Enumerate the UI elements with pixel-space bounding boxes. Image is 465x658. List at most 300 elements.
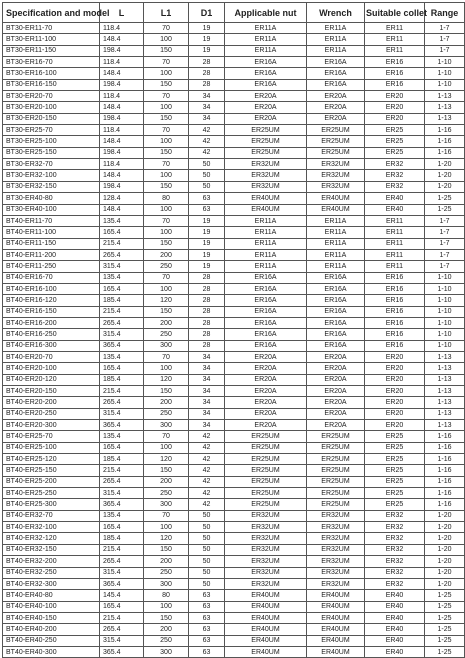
table-row <box>3 476 465 487</box>
cell-collet: ER11 <box>365 215 425 226</box>
cell-l1: 250 <box>144 329 189 340</box>
cell-nut: ER20A <box>225 374 307 385</box>
cell-l: 135.4 <box>100 431 144 442</box>
cell-collet: ER20 <box>365 113 425 124</box>
cell-collet: ER25 <box>365 488 425 499</box>
cell-l: 215.4 <box>100 386 144 397</box>
cell-l: 365.4 <box>100 646 144 657</box>
cell-collet: ER16 <box>365 68 425 79</box>
cell-spec: BT40-ER16-100 <box>3 283 100 294</box>
cell-collet: ER32 <box>365 556 425 567</box>
cell-wrench: ER25UM <box>307 147 365 158</box>
header-applicable-nut: Applicable nut <box>225 3 307 23</box>
cell-nut: ER32UM <box>225 567 307 578</box>
table-row <box>3 261 465 272</box>
cell-d1: 34 <box>189 351 225 362</box>
cell-wrench: ER32UM <box>307 567 365 578</box>
cell-l1: 100 <box>144 136 189 147</box>
cell-nut: ER40UM <box>225 646 307 657</box>
cell-wrench: ER16A <box>307 306 365 317</box>
cell-l: 165.4 <box>100 227 144 238</box>
cell-wrench: ER16A <box>307 272 365 283</box>
cell-wrench: ER32UM <box>307 170 365 181</box>
cell-collet: ER32 <box>365 567 425 578</box>
cell-collet: ER16 <box>365 317 425 328</box>
cell-spec: BT30-ER32-100 <box>3 170 100 181</box>
table-row <box>3 215 465 226</box>
cell-collet: ER25 <box>365 476 425 487</box>
cell-nut: ER16A <box>225 283 307 294</box>
header-range: Range <box>425 3 465 23</box>
cell-l1: 150 <box>144 306 189 317</box>
cell-wrench: ER16A <box>307 79 365 90</box>
cell-nut: ER25UM <box>225 431 307 442</box>
cell-spec: BT40-ER32-150 <box>3 544 100 555</box>
cell-wrench: ER11A <box>307 261 365 272</box>
cell-d1: 50 <box>189 181 225 192</box>
cell-spec: BT40-ER25-200 <box>3 476 100 487</box>
cell-l: 135.4 <box>100 215 144 226</box>
cell-d1: 34 <box>189 102 225 113</box>
table-row <box>3 113 465 124</box>
cell-nut: ER11A <box>225 45 307 56</box>
cell-l1: 100 <box>144 522 189 533</box>
cell-wrench: ER32UM <box>307 522 365 533</box>
cell-spec: BT30-ER25-150 <box>3 147 100 158</box>
cell-l: 315.4 <box>100 408 144 419</box>
cell-nut: ER25UM <box>225 442 307 453</box>
cell-l: 148.4 <box>100 170 144 181</box>
cell-d1: 28 <box>189 317 225 328</box>
cell-d1: 63 <box>189 635 225 646</box>
cell-range: 1-16 <box>425 454 465 465</box>
table-row <box>3 295 465 306</box>
cell-wrench: ER20A <box>307 113 365 124</box>
cell-range: 1-25 <box>425 590 465 601</box>
cell-l1: 80 <box>144 590 189 601</box>
cell-collet: ER32 <box>365 181 425 192</box>
cell-collet: ER20 <box>365 374 425 385</box>
table-row <box>3 249 465 260</box>
cell-l: 215.4 <box>100 612 144 623</box>
cell-l: 365.4 <box>100 340 144 351</box>
cell-l: 215.4 <box>100 306 144 317</box>
table-row <box>3 556 465 567</box>
cell-l: 215.4 <box>100 238 144 249</box>
cell-l: 265.4 <box>100 476 144 487</box>
cell-l: 185.4 <box>100 374 144 385</box>
cell-l: 365.4 <box>100 499 144 510</box>
cell-wrench: ER25UM <box>307 136 365 147</box>
cell-l1: 200 <box>144 556 189 567</box>
cell-range: 1-7 <box>425 215 465 226</box>
cell-wrench: ER25UM <box>307 442 365 453</box>
table-row <box>3 578 465 589</box>
cell-d1: 63 <box>189 624 225 635</box>
table-row <box>3 68 465 79</box>
table-row <box>3 79 465 90</box>
cell-nut: ER32UM <box>225 544 307 555</box>
cell-d1: 50 <box>189 544 225 555</box>
cell-spec: BT40-ER40-80 <box>3 590 100 601</box>
cell-d1: 19 <box>189 227 225 238</box>
cell-d1: 50 <box>189 522 225 533</box>
cell-d1: 19 <box>189 23 225 34</box>
table-row <box>3 397 465 408</box>
table-row <box>3 193 465 204</box>
table-row <box>3 374 465 385</box>
cell-l: 148.4 <box>100 68 144 79</box>
cell-wrench: ER25UM <box>307 431 365 442</box>
cell-wrench: ER20A <box>307 420 365 431</box>
cell-wrench: ER40UM <box>307 601 365 612</box>
cell-l1: 70 <box>144 57 189 68</box>
table-row <box>3 624 465 635</box>
cell-l1: 300 <box>144 499 189 510</box>
cell-l1: 150 <box>144 544 189 555</box>
cell-collet: ER40 <box>365 590 425 601</box>
cell-d1: 63 <box>189 204 225 215</box>
cell-l: 135.4 <box>100 351 144 362</box>
cell-range: 1-10 <box>425 79 465 90</box>
cell-l1: 150 <box>144 79 189 90</box>
cell-l1: 150 <box>144 386 189 397</box>
cell-spec: BT40-ER11-200 <box>3 249 100 260</box>
cell-collet: ER11 <box>365 227 425 238</box>
cell-l1: 80 <box>144 193 189 204</box>
cell-l1: 100 <box>144 102 189 113</box>
cell-range: 1-13 <box>425 397 465 408</box>
table-row <box>3 363 465 374</box>
cell-wrench: ER25UM <box>307 499 365 510</box>
cell-l1: 100 <box>144 68 189 79</box>
cell-l: 198.4 <box>100 181 144 192</box>
cell-collet: ER25 <box>365 499 425 510</box>
cell-wrench: ER25UM <box>307 465 365 476</box>
cell-d1: 34 <box>189 420 225 431</box>
table-row <box>3 442 465 453</box>
cell-range: 1-16 <box>425 476 465 487</box>
cell-range: 1-7 <box>425 34 465 45</box>
table-row <box>3 544 465 555</box>
cell-spec: BT40-ER16-200 <box>3 317 100 328</box>
cell-spec: BT30-ER32-150 <box>3 181 100 192</box>
cell-range: 1-10 <box>425 306 465 317</box>
cell-d1: 42 <box>189 136 225 147</box>
cell-l: 198.4 <box>100 147 144 158</box>
cell-nut: ER40UM <box>225 193 307 204</box>
cell-range: 1-7 <box>425 249 465 260</box>
cell-range: 1-20 <box>425 556 465 567</box>
cell-l: 165.4 <box>100 522 144 533</box>
cell-range: 1-7 <box>425 261 465 272</box>
cell-range: 1-13 <box>425 408 465 419</box>
cell-spec: BT30-ER11-150 <box>3 45 100 56</box>
cell-wrench: ER16A <box>307 57 365 68</box>
spec-sheet <box>2 2 459 656</box>
cell-range: 1-10 <box>425 295 465 306</box>
cell-l: 265.4 <box>100 317 144 328</box>
cell-l1: 150 <box>144 147 189 158</box>
cell-l: 315.4 <box>100 329 144 340</box>
cell-range: 1-16 <box>425 125 465 136</box>
cell-l: 118.4 <box>100 125 144 136</box>
table-row <box>3 635 465 646</box>
cell-collet: ER16 <box>365 306 425 317</box>
cell-range: 1-20 <box>425 181 465 192</box>
cell-d1: 34 <box>189 386 225 397</box>
cell-spec: BT40-ER40-300 <box>3 646 100 657</box>
cell-l1: 120 <box>144 533 189 544</box>
table-row <box>3 499 465 510</box>
cell-wrench: ER11A <box>307 23 365 34</box>
cell-l: 118.4 <box>100 23 144 34</box>
cell-collet: ER32 <box>365 533 425 544</box>
cell-nut: ER40UM <box>225 590 307 601</box>
cell-range: 1-25 <box>425 624 465 635</box>
cell-d1: 63 <box>189 646 225 657</box>
cell-l: 118.4 <box>100 91 144 102</box>
table-row <box>3 488 465 499</box>
cell-range: 1-20 <box>425 567 465 578</box>
cell-l1: 70 <box>144 351 189 362</box>
cell-d1: 42 <box>189 431 225 442</box>
table-row <box>3 272 465 283</box>
cell-range: 1-20 <box>425 578 465 589</box>
cell-l1: 70 <box>144 510 189 521</box>
cell-collet: ER20 <box>365 351 425 362</box>
cell-range: 1-20 <box>425 522 465 533</box>
cell-l1: 150 <box>144 113 189 124</box>
cell-range: 1-25 <box>425 612 465 623</box>
cell-l: 165.4 <box>100 363 144 374</box>
cell-l1: 70 <box>144 91 189 102</box>
cell-wrench: ER40UM <box>307 612 365 623</box>
table-row <box>3 408 465 419</box>
cell-collet: ER16 <box>365 57 425 68</box>
cell-spec: BT40-ER32-250 <box>3 567 100 578</box>
cell-range: 1-16 <box>425 431 465 442</box>
cell-wrench: ER20A <box>307 408 365 419</box>
cell-nut: ER32UM <box>225 578 307 589</box>
cell-d1: 42 <box>189 476 225 487</box>
cell-nut: ER20A <box>225 113 307 124</box>
cell-l1: 120 <box>144 454 189 465</box>
cell-collet: ER20 <box>365 91 425 102</box>
cell-spec: BT30-ER11-100 <box>3 34 100 45</box>
cell-l1: 150 <box>144 465 189 476</box>
cell-spec: BT30-ER25-100 <box>3 136 100 147</box>
table-row <box>3 227 465 238</box>
cell-d1: 63 <box>189 193 225 204</box>
cell-l: 145.4 <box>100 590 144 601</box>
cell-nut: ER16A <box>225 79 307 90</box>
cell-nut: ER32UM <box>225 522 307 533</box>
cell-l1: 100 <box>144 204 189 215</box>
cell-d1: 28 <box>189 272 225 283</box>
cell-d1: 28 <box>189 329 225 340</box>
cell-l: 128.4 <box>100 193 144 204</box>
cell-collet: ER32 <box>365 578 425 589</box>
cell-wrench: ER11A <box>307 215 365 226</box>
cell-d1: 63 <box>189 601 225 612</box>
table-row <box>3 454 465 465</box>
cell-spec: BT40-ER25-100 <box>3 442 100 453</box>
cell-l: 198.4 <box>100 113 144 124</box>
cell-l: 365.4 <box>100 578 144 589</box>
cell-wrench: ER16A <box>307 329 365 340</box>
header-l: L <box>100 3 144 23</box>
header-wrench: Wrench <box>307 3 365 23</box>
cell-spec: BT40-ER20-150 <box>3 386 100 397</box>
cell-collet: ER40 <box>365 646 425 657</box>
cell-d1: 50 <box>189 510 225 521</box>
cell-nut: ER40UM <box>225 204 307 215</box>
cell-l1: 70 <box>144 431 189 442</box>
cell-range: 1-16 <box>425 488 465 499</box>
cell-nut: ER20A <box>225 91 307 102</box>
table-row <box>3 125 465 136</box>
cell-collet: ER16 <box>365 329 425 340</box>
table-row <box>3 329 465 340</box>
cell-d1: 28 <box>189 340 225 351</box>
table-row <box>3 23 465 34</box>
cell-wrench: ER40UM <box>307 624 365 635</box>
cell-collet: ER11 <box>365 249 425 260</box>
cell-l1: 300 <box>144 646 189 657</box>
cell-spec: BT40-ER20-100 <box>3 363 100 374</box>
cell-l1: 300 <box>144 578 189 589</box>
cell-collet: ER25 <box>365 465 425 476</box>
cell-spec: BT30-ER16-150 <box>3 79 100 90</box>
cell-l: 215.4 <box>100 544 144 555</box>
cell-l1: 150 <box>144 612 189 623</box>
cell-spec: BT40-ER32-200 <box>3 556 100 567</box>
cell-range: 1-25 <box>425 646 465 657</box>
cell-nut: ER25UM <box>225 147 307 158</box>
table-row <box>3 34 465 45</box>
cell-wrench: ER40UM <box>307 204 365 215</box>
cell-range: 1-20 <box>425 510 465 521</box>
cell-spec: BT40-ER40-200 <box>3 624 100 635</box>
table-row <box>3 204 465 215</box>
cell-nut: ER40UM <box>225 612 307 623</box>
cell-d1: 19 <box>189 34 225 45</box>
cell-l: 165.4 <box>100 442 144 453</box>
cell-spec: BT40-ER11-150 <box>3 238 100 249</box>
cell-d1: 42 <box>189 442 225 453</box>
cell-wrench: ER32UM <box>307 578 365 589</box>
cell-l1: 100 <box>144 170 189 181</box>
cell-wrench: ER25UM <box>307 476 365 487</box>
cell-nut: ER11A <box>225 23 307 34</box>
cell-collet: ER20 <box>365 102 425 113</box>
cell-spec: BT40-ER20-120 <box>3 374 100 385</box>
cell-nut: ER20A <box>225 408 307 419</box>
cell-nut: ER11A <box>225 261 307 272</box>
cell-range: 1-13 <box>425 351 465 362</box>
cell-l1: 250 <box>144 635 189 646</box>
cell-spec: BT40-ER25-150 <box>3 465 100 476</box>
cell-d1: 34 <box>189 91 225 102</box>
cell-l1: 200 <box>144 249 189 260</box>
cell-d1: 50 <box>189 533 225 544</box>
table-row <box>3 181 465 192</box>
cell-nut: ER11A <box>225 34 307 45</box>
cell-spec: BT40-ER11-70 <box>3 215 100 226</box>
table-body <box>3 23 465 658</box>
cell-collet: ER11 <box>365 238 425 249</box>
cell-d1: 50 <box>189 556 225 567</box>
cell-nut: ER25UM <box>225 125 307 136</box>
cell-nut: ER11A <box>225 249 307 260</box>
table-row <box>3 317 465 328</box>
cell-l: 148.4 <box>100 102 144 113</box>
cell-l1: 150 <box>144 45 189 56</box>
cell-l: 198.4 <box>100 79 144 90</box>
cell-collet: ER16 <box>365 295 425 306</box>
cell-spec: BT40-ER16-250 <box>3 329 100 340</box>
table-row <box>3 533 465 544</box>
cell-range: 1-20 <box>425 533 465 544</box>
cell-spec: BT30-ER16-70 <box>3 57 100 68</box>
cell-wrench: ER20A <box>307 374 365 385</box>
cell-collet: ER25 <box>365 125 425 136</box>
cell-nut: ER16A <box>225 340 307 351</box>
cell-l1: 200 <box>144 476 189 487</box>
table-row <box>3 283 465 294</box>
cell-wrench: ER16A <box>307 295 365 306</box>
cell-nut: ER11A <box>225 215 307 226</box>
cell-collet: ER40 <box>365 601 425 612</box>
cell-l: 148.4 <box>100 136 144 147</box>
cell-spec: BT40-ER16-70 <box>3 272 100 283</box>
table-row <box>3 590 465 601</box>
cell-d1: 34 <box>189 113 225 124</box>
cell-wrench: ER20A <box>307 351 365 362</box>
cell-wrench: ER16A <box>307 340 365 351</box>
cell-d1: 19 <box>189 238 225 249</box>
cell-l: 185.4 <box>100 454 144 465</box>
cell-d1: 28 <box>189 306 225 317</box>
cell-l1: 100 <box>144 363 189 374</box>
cell-collet: ER11 <box>365 45 425 56</box>
cell-d1: 50 <box>189 578 225 589</box>
cell-l1: 200 <box>144 397 189 408</box>
cell-wrench: ER32UM <box>307 533 365 544</box>
cell-spec: BT40-ER20-70 <box>3 351 100 362</box>
cell-spec: BT30-ER20-100 <box>3 102 100 113</box>
cell-range: 1-10 <box>425 272 465 283</box>
cell-nut: ER25UM <box>225 476 307 487</box>
cell-wrench: ER25UM <box>307 488 365 499</box>
cell-l: 315.4 <box>100 488 144 499</box>
cell-l: 165.4 <box>100 601 144 612</box>
cell-nut: ER20A <box>225 102 307 113</box>
cell-wrench: ER32UM <box>307 159 365 170</box>
cell-spec: BT30-ER25-70 <box>3 125 100 136</box>
cell-wrench: ER32UM <box>307 544 365 555</box>
cell-spec: BT30-ER20-150 <box>3 113 100 124</box>
cell-wrench: ER16A <box>307 317 365 328</box>
cell-collet: ER32 <box>365 159 425 170</box>
cell-wrench: ER32UM <box>307 510 365 521</box>
cell-spec: BT40-ER11-250 <box>3 261 100 272</box>
table-row <box>3 465 465 476</box>
cell-range: 1-13 <box>425 102 465 113</box>
cell-nut: ER11A <box>225 238 307 249</box>
cell-range: 1-7 <box>425 23 465 34</box>
